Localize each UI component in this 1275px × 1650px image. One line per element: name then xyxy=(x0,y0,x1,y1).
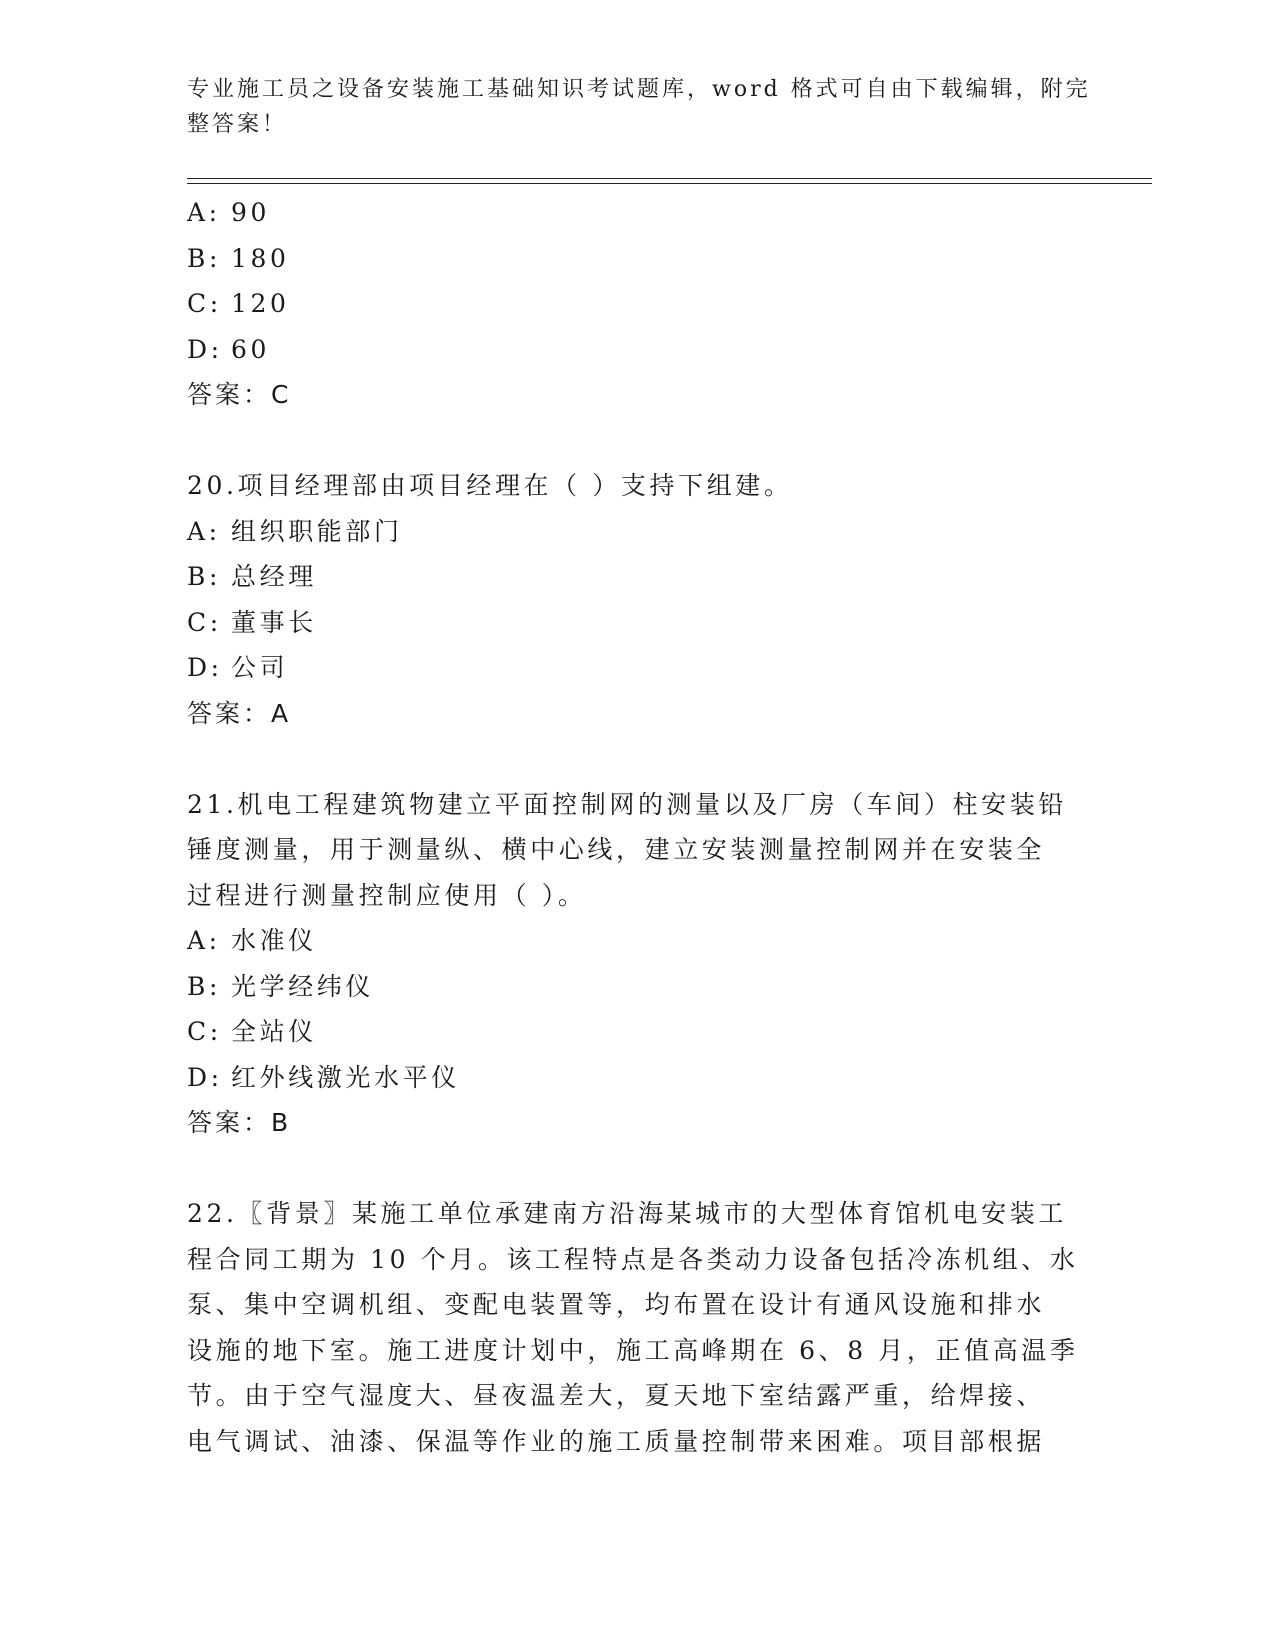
question-22 xyxy=(187,1191,1087,1464)
question-stem-line: 节。由于空气湿度大、昼夜温差大，夏天地下室结露严重，给焊接、 xyxy=(187,1381,1046,1410)
option-a: A: 90 xyxy=(187,198,271,227)
question-stem-line: 21.机电工程建筑物建立平面控制网的测量以及厂房（车间）柱安装铅 xyxy=(187,789,1067,819)
option-d: D: 红外线激光水平仪 xyxy=(187,1062,460,1092)
option-a: A: 水准仪 xyxy=(187,926,317,955)
question-20 xyxy=(187,463,1087,736)
question-stem-line: 锤度测量，用于测量纵、横中心线，建立安装测量控制网并在安装全 xyxy=(187,835,1046,864)
answer: 答案：C xyxy=(187,380,292,409)
header-rule-bottom xyxy=(187,183,1152,184)
spacer xyxy=(187,1146,1087,1192)
option-d: D: 60 xyxy=(187,334,271,364)
option-c: C: 董事长 xyxy=(187,607,317,637)
answer: 答案：A xyxy=(187,698,292,728)
question-19 xyxy=(187,190,1087,418)
option-c: C: 120 xyxy=(187,289,290,318)
spacer xyxy=(187,418,1087,464)
answer: 答案：B xyxy=(187,1108,292,1137)
header-rule-top xyxy=(187,178,1152,179)
question-stem-line: 电气调试、油漆、保温等作业的施工质量控制带来困难。项目部根据 xyxy=(187,1426,1046,1456)
header-line-2: 整答案！ xyxy=(187,112,288,137)
spacer xyxy=(187,736,1087,782)
question-21 xyxy=(187,782,1087,1146)
option-c: C: 全站仪 xyxy=(187,1017,317,1046)
question-stem-line: 设施的地下室。施工进度计划中，施工高峰期在 6、8 月，正值高温季 xyxy=(187,1335,1079,1365)
option-b: B: 180 xyxy=(187,243,290,273)
question-stem: 20.项目经理部由项目经理在（ ）支持下组建。 xyxy=(187,471,793,500)
question-stem-line: 泵、集中空调机组、变配电装置等，均布置在设计有通风设施和排水 xyxy=(187,1290,1046,1319)
question-stem-line: 过程进行测量控制应使用（ ）。 xyxy=(187,880,587,910)
option-b: B: 光学经纬仪 xyxy=(187,971,375,1001)
header-line-1: 专业施工员之设备安装施工基础知识考试题库，word 格式可自由下载编辑，附完 xyxy=(187,77,1091,102)
option-a: A: 组织职能部门 xyxy=(187,516,403,546)
question-stem-line: 程合同工期为 10 个月。该工程特点是各类动力设备包括冷冻机组、水 xyxy=(187,1244,1079,1274)
option-d: D: 公司 xyxy=(187,653,289,682)
page-header xyxy=(187,72,1091,142)
question-stem-line: 22.〖背景〗某施工单位承建南方沿海某城市的大型体育馆机电安装工 xyxy=(187,1199,1067,1228)
question-content xyxy=(187,190,1087,1464)
option-b: B: 总经理 xyxy=(187,562,317,591)
